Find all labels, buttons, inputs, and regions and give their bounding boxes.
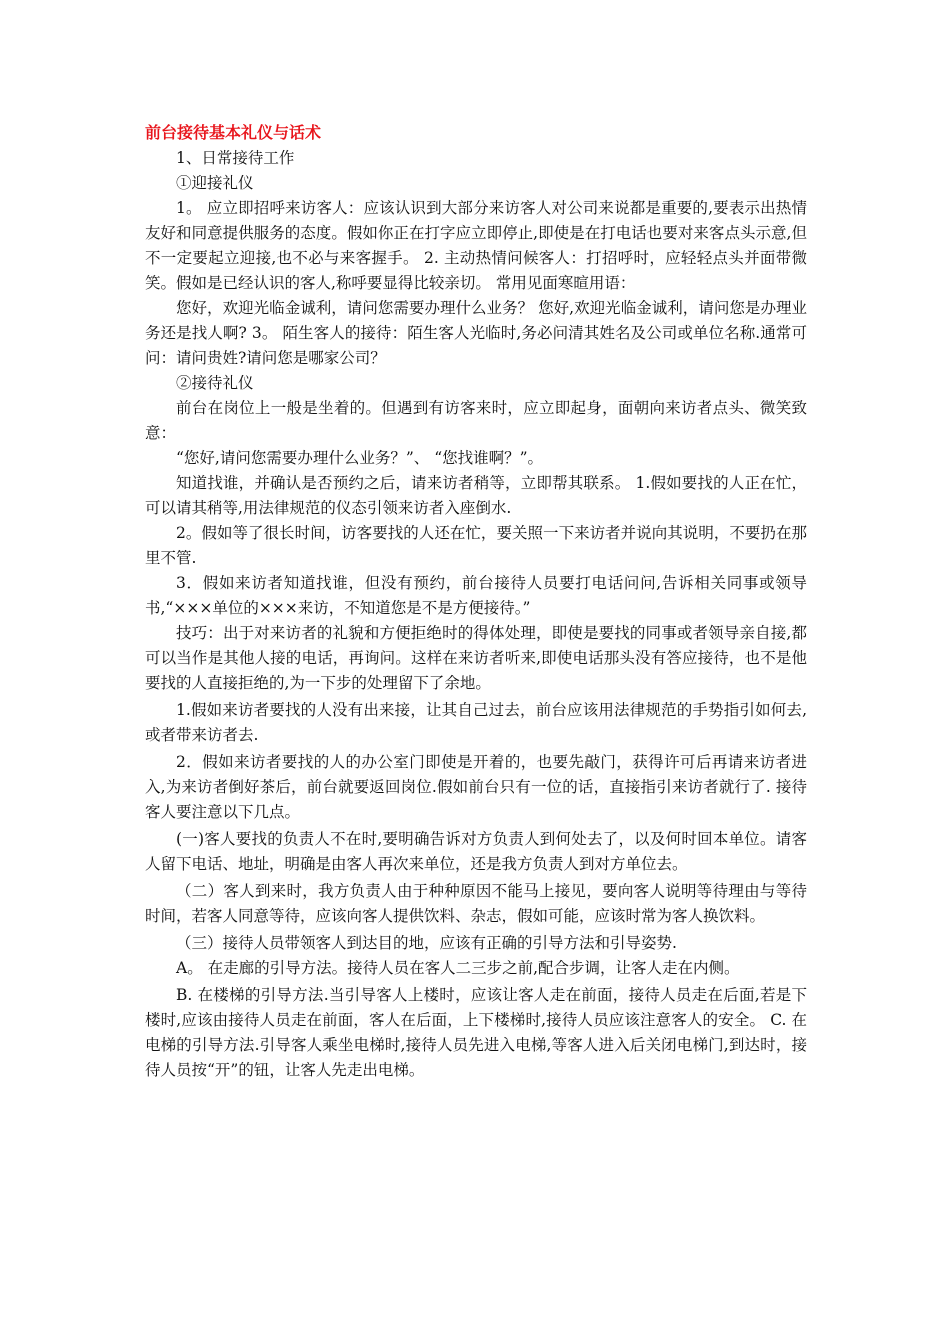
paragraph-stairs-elevator-guide: B. 在楼梯的引导方法.当引导客人上楼时，应该让客人走在前面，接待人员走在后面,若是下楼时,应该由接待人员走在前面，客人在后面，上下楼梯时,接待人员应该注意客人的安全。 C. 在电梯的引导方法.引导客人乘坐电梯时,接待人员先进入电梯,等客人进入后关闭电梯门,到达时，接待人员按“开”的钮，让客人先走出电梯。 <box>145 986 807 1079</box>
paragraph-knock-door: 2．假如来访者要找的人的办公室门即使是开着的，也要先敲门，获得许可后再请来访者进入,为来访者倒好茶后，前台就要返回岗位.假如前台只有一位的话，直接指引来访者就行了. 接待客人要注意以下几点。 <box>145 753 807 821</box>
paragraph-no-appointment: 3．假如来访者知道找谁，但没有预约，前台接待人员要打电话问问,告诉相关同事或领导书,“×××单位的×××来访，不知道您是不是方便接待。” <box>145 574 807 617</box>
paragraph-host-absent: (一)客人要找的负责人不在时,要明确告诉对方负责人到何处去了，以及何时回本单位。请客人留下电话、地址，明确是由客人再次来单位，还是我方负责人到对方单位去。 <box>145 830 807 873</box>
paragraph-greet-visitors: 1。 应立即招呼来访客人：应该认识到大部分来访客人对公司来说都是重要的,要表示出热情友好和同意提供服务的态度。假如你正在打字应立即停止,即使是在打电话也要对来客点头示意,但不一定要起立迎接,也不必与来客握手。 2. 主动热情问候客人：打招呼时，应轻轻点头并面带微笑。假如是已经认识的客人,称呼要显得比较亲切。 常用见面寒暄用语： <box>145 199 807 292</box>
paragraph-corridor-guide: A。 在走廊的引导方法。接待人员在客人二三步之前,配合步调，让客人走在内侧。 <box>176 959 740 977</box>
subsection-heading-reception-etiquette: ②接待礼仪 <box>176 374 254 392</box>
paragraph-host-busy: （二）客人到来时，我方负责人由于种种原因不能马上接见，要向客人说明等待理由与等待时间，若客人同意等待，应该向客人提供饮料、杂志，假如可能，应该时常为客人换饮料。 <box>145 882 807 925</box>
subsection-heading-welcome-etiquette: ①迎接礼仪 <box>176 174 254 192</box>
paragraph-long-wait: 2。假如等了很长时间，访客要找的人还在忙，要关照一下来访者并说向其说明，不要扔在那里不管. <box>145 524 807 567</box>
paragraph-quote-greeting: “您好,请问您需要办理什么业务？”、 “您找谁啊？”。 <box>176 449 544 467</box>
paragraph-contact-host: 知道找谁，并确认是否预约之后，请来访者稍等，立即帮其联系。 1.假如要找的人正在忙，可以请其稍等,用法律规范的仪态引领来访者入座倒水. <box>145 474 807 517</box>
paragraph-technique: 技巧：出于对来访者的礼貌和方便拒绝时的得体处理，即使是要找的同事或者领导亲自接,都可以当作是其他人接的电话，再询问。这样在来访者听来,即使电话那头没有答应接待，也不是他要找的人直接拒绝的,为一下步的处理留下了余地。 <box>145 624 807 692</box>
section-heading-daily-reception: 1、日常接待工作 <box>176 149 295 167</box>
paragraph-guide-visitor: 1.假如来访者要找的人没有出来接，让其自己过去，前台应该用法律规范的手势指引如何去,或者带来访者去. <box>145 701 807 744</box>
paragraph-stand-up: 前台在岗位上一般是坐着的。但遇到有访客来时，应立即起身，面朝向来访者点头、微笑致意： <box>145 399 807 442</box>
paragraph-greeting-phrases: 您好，欢迎光临金诚利，请问您需要办理什么业务？ 您好,欢迎光临金诚利，请问您是办理业务还是找人啊? 3。 陌生客人的接待：陌生客人光临时,务必问清其姓名及公司或单位名称.通常可问：请问贵姓?请问您是哪家公司？ <box>145 299 807 367</box>
document-title: 前台接待基本礼仪与话术 <box>145 123 322 142</box>
document-page <box>145 120 807 1083</box>
paragraph-guide-posture: （三）接待人员带领客人到达目的地，应该有正确的引导方法和引导姿势. <box>176 934 677 952</box>
